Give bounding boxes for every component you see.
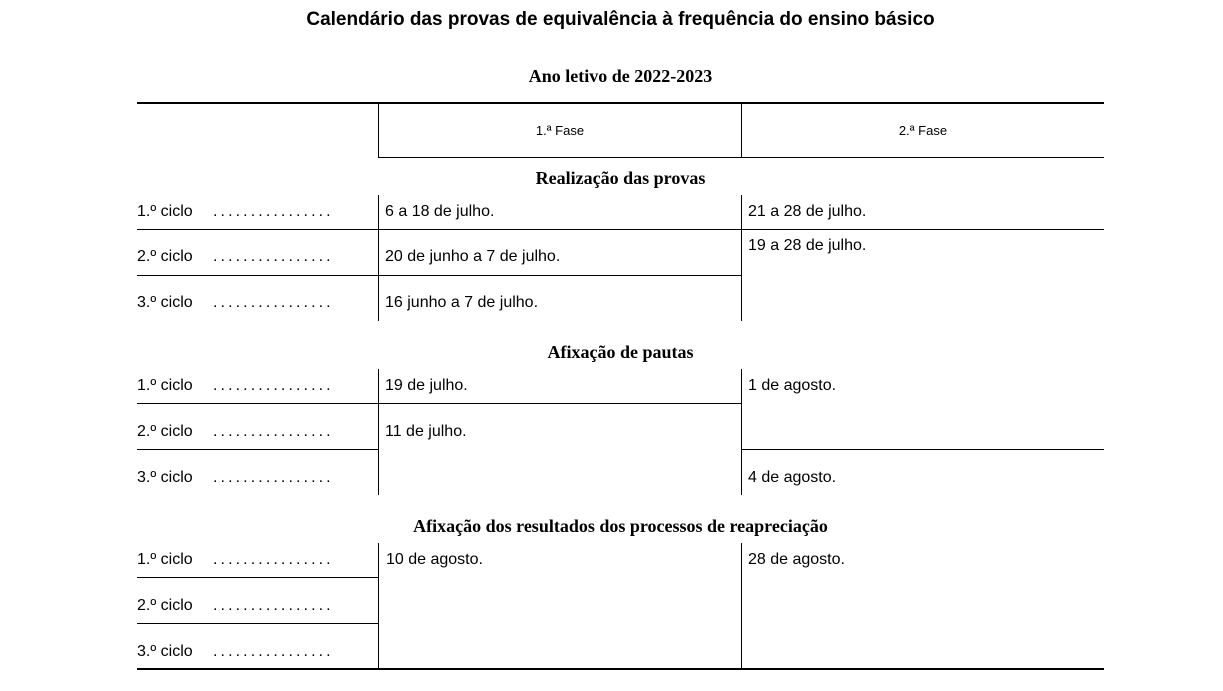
afixacao-fase2-ciclo1-2: 1 de agosto. [748,377,837,394]
dot-leader: ................ [213,423,334,440]
realizacao-fase1-ciclo3: 16 junho a 7 de julho. [385,294,539,311]
reapreciacao-divider-left [378,543,379,669]
afixacao-row-1-label [137,376,377,396]
cycle-label: 3.º ciclo [137,294,193,311]
afixacao-row-3-label [137,468,377,488]
afixacao-rule-2b [741,449,1104,450]
cycle-label: 1.º ciclo [137,203,193,220]
reapreciacao-row-2-label [137,596,377,616]
afixacao-row-2-label [137,422,377,442]
header-fase-2: 2.ª Fase [898,123,948,138]
table-bottom-rule [137,668,1104,670]
reapreciacao-fase1-all: 10 de agosto. [386,551,483,568]
cycle-label: 2.º ciclo [137,423,193,440]
afixacao-divider-mid [741,369,742,495]
realizacao-divider-mid [741,195,742,321]
reapreciacao-divider-mid [741,543,742,669]
cycle-label: 3.º ciclo [137,469,193,486]
realizacao-rule-2 [137,275,741,276]
cycle-label: 2.º ciclo [137,597,193,614]
cycle-label: 1.º ciclo [137,551,193,568]
realizacao-row-3-label [137,293,377,313]
reapreciacao-rule-2 [137,623,378,624]
realizacao-fase2-ciclo1: 21 a 28 de julho. [748,203,867,220]
dot-leader: ................ [213,643,334,660]
realizacao-fase1-ciclo2: 20 de junho a 7 de julho. [385,248,561,265]
reapreciacao-rule-1 [137,577,378,578]
dot-leader: ................ [213,597,334,614]
dot-leader: ................ [213,248,334,265]
realizacao-divider-left [378,195,379,321]
afixacao-fase2-ciclo3: 4 de agosto. [748,469,837,486]
page-title: Calendário das provas de equivalência à frequência do ensino básico [306,9,935,30]
realizacao-rule-1 [137,229,1104,230]
reapreciacao-fase2-all: 28 de agosto. [748,551,845,568]
realizacao-row-1-label [137,202,377,222]
realizacao-fase2-ciclo2-3: 19 a 28 de julho. [748,237,867,254]
header-fase-1: 1.ª Fase [535,123,585,138]
cycle-label: 1.º ciclo [137,377,193,394]
reapreciacao-row-3-label [137,642,377,662]
afixacao-rule-1 [137,403,741,404]
section-heading-afixacao: Afixação de pautas [547,342,694,362]
header-bottom-rule [378,157,1104,158]
section-heading-reapreciacao: Afixação dos resultados dos processos de reapreciação [413,516,828,536]
reapreciacao-row-1-label [137,550,377,570]
afixacao-rule-2a [137,449,378,450]
dot-leader: ................ [213,294,334,311]
dot-leader: ................ [213,377,334,394]
dot-leader: ................ [213,469,334,486]
dot-leader: ................ [213,551,334,568]
section-heading-realizacao: Realização das provas [535,168,706,188]
afixacao-fase1-ciclo1: 19 de julho. [385,377,468,394]
dot-leader: ................ [213,203,334,220]
cycle-label: 3.º ciclo [137,643,193,660]
table-top-rule [137,102,1104,104]
cycle-label: 2.º ciclo [137,248,193,265]
realizacao-fase1-ciclo1: 6 a 18 de julho. [385,203,495,220]
realizacao-row-2-label [137,247,377,267]
afixacao-divider-left [378,369,379,495]
afixacao-fase1-ciclo2-3: 11 de julho. [385,423,467,440]
school-year-subtitle: Ano letivo de 2022-2023 [528,66,713,86]
